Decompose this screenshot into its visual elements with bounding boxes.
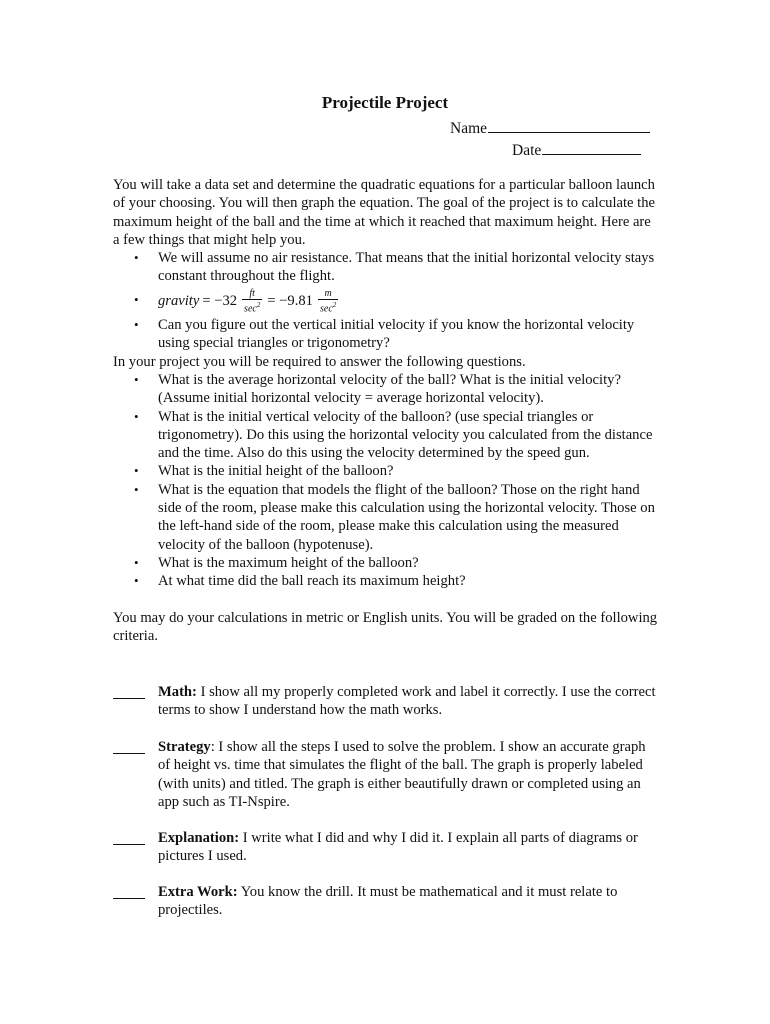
- grading-intro: You may do your calculations in metric or English units. You will be graded on the following criteria.: [113, 609, 658, 644]
- page-title: Projectile Project: [321, 93, 449, 112]
- criterion-label: Math:: [158, 684, 197, 700]
- bullet-icon: •: [134, 408, 139, 424]
- question-item: • What is the maximum height of the balloon?: [134, 554, 419, 571]
- name-blank: [488, 117, 650, 133]
- criterion-strategy: [113, 738, 658, 811]
- bullet-icon: •: [134, 463, 139, 479]
- question-item: • What is the equation that models the flight of the balloon? Those on the right hand side of the room, please make this calculation using the horizontal velocity. Those on the left-hand side of the room, please make this calculation using the measured velocity of the balloon (hypotenuse).: [134, 481, 655, 553]
- questions-list: [113, 371, 658, 591]
- list-item: • We will assume no air resistance. That means that the initial horizontal velocity stays constant throughout the flight.: [134, 250, 655, 285]
- list-item: • Can you figure out the vertical initial velocity if you know the horizontal velocity using special triangles or trigonometry?: [134, 317, 635, 352]
- date-blank: [542, 139, 641, 155]
- question-item: • What is the average horizontal velocity of the ball? What is the initial velocity? (Assume initial horizontal velocity = average horizontal velocity).: [134, 372, 621, 407]
- criterion-explanation: [113, 829, 658, 866]
- unit-fraction-ft: $\frac{ft}{\sec^2}$: [244, 287, 261, 315]
- helps-list: [113, 249, 658, 353]
- criterion-text: I show all my properly completed work and label it correctly. I use the correct terms to show I understand how the math works.: [158, 684, 656, 719]
- intro-paragraph: You will take a data set and determine the quadratic equations for a particular balloon launch of your choosing. You will then graph the equation. The goal of the project is to calculate the maximum height of the ball and the time at which it reached that maximum height. Here are a few things that might help you.: [113, 177, 656, 248]
- question-item: • What is the initial height of the balloon?: [134, 463, 394, 480]
- question-item: • What is the initial vertical velocity of the balloon? (use special triangles or trigonometry). Do this using the horizontal velocity you calculated from the distance and the time. Also do this using the velocity determined by the speed gun.: [134, 408, 653, 462]
- score-blank: [113, 898, 145, 899]
- criterion-text: I write what I did and why I did it. I explain all parts of diagrams or pictures I used.: [158, 830, 638, 865]
- criterion-text: You know the drill. It must be mathematical and it must relate to projectiles.: [158, 884, 618, 919]
- questions-intro: In your project you will be required to answer the following questions.: [113, 353, 526, 370]
- criterion-extra-work: [113, 883, 658, 920]
- criterion-math: [113, 683, 658, 720]
- bullet-icon: •: [134, 372, 139, 387]
- name-label: Name: [450, 120, 488, 137]
- score-blank: [113, 753, 145, 754]
- unit-fraction-m: $\frac{m}{\sec^2}$: [319, 287, 337, 315]
- question-item: • At what time did the ball reach its maximum height?: [134, 573, 466, 590]
- gravity-lhs: gravity: [158, 293, 200, 310]
- body-text: [113, 176, 658, 645]
- gravity-eq1: = −32: [202, 293, 238, 310]
- bullet-icon: •: [134, 481, 139, 497]
- bullet-icon: •: [134, 317, 139, 333]
- date-field: [512, 139, 641, 161]
- bullet-icon: •: [134, 573, 139, 589]
- criterion-label: Explanation:: [158, 830, 240, 846]
- bullet-icon: •: [134, 250, 139, 266]
- date-label: Date: [512, 142, 542, 159]
- gravity-formula-item: [113, 286, 658, 316]
- bullet-icon: •: [134, 291, 139, 307]
- criterion-label: Strategy: [158, 739, 211, 755]
- criterion-label: Extra Work:: [158, 884, 238, 900]
- gravity-eq2: = −9.81: [267, 293, 313, 310]
- gravity-formula: [158, 289, 340, 314]
- bullet-icon: •: [134, 554, 139, 570]
- score-blank: [113, 844, 145, 845]
- criterion-text: : I show all the steps I used to solve the problem. I show an accurate graph of height vs. time that simulates the flight of the ball. The graph is properly labeled (with units) and titled. The graph is either beautifully drawn or completed using an app such as TI-Nspire.: [158, 739, 646, 810]
- score-blank: [113, 698, 145, 699]
- name-field: [450, 117, 650, 139]
